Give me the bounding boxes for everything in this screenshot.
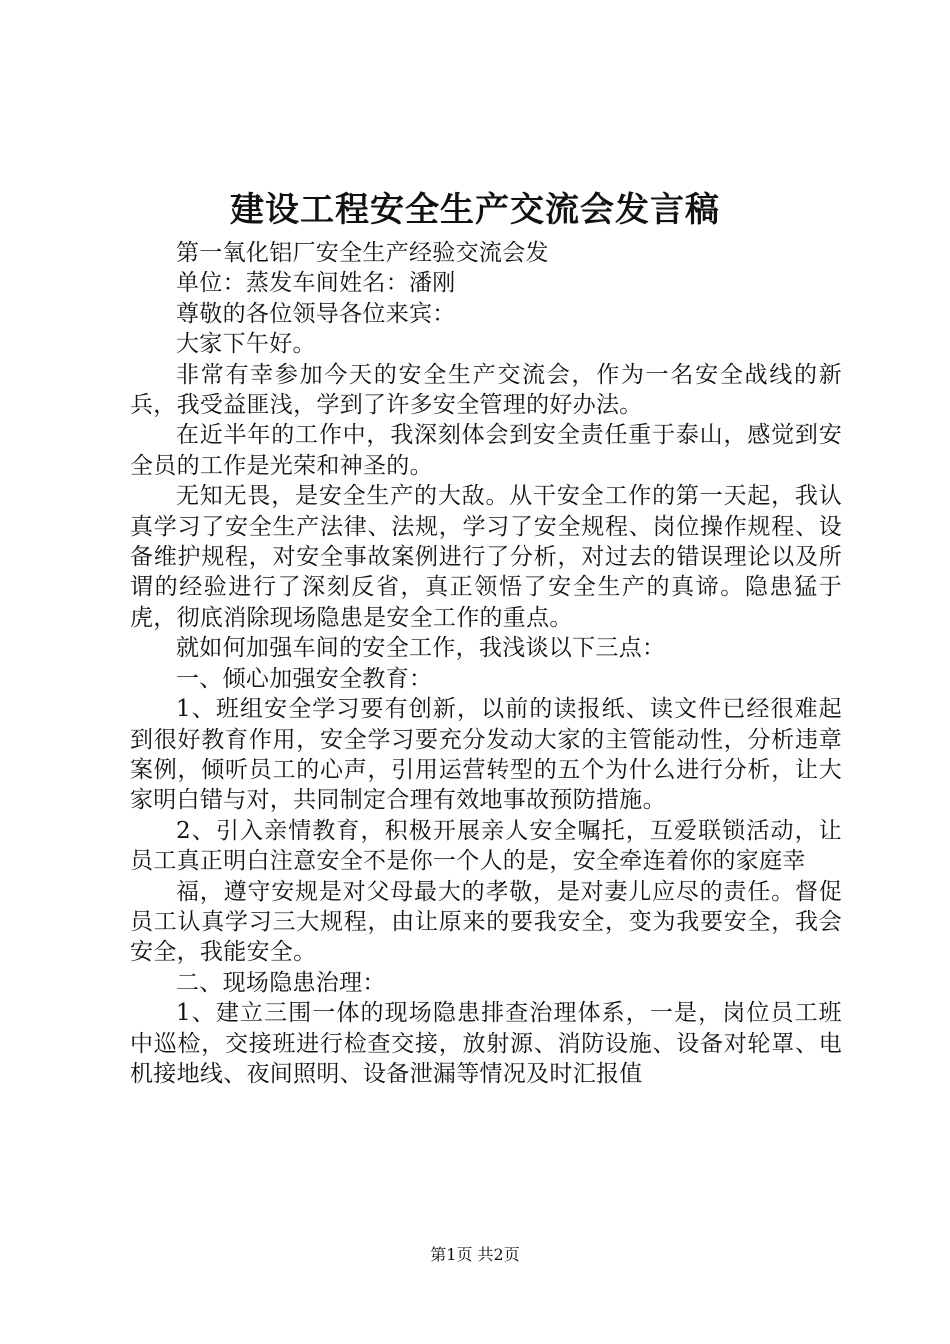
paragraph: 无知无畏，是安全生产的大敌。从干安全工作的第一天起，我认真学习了安全生产法律、法规，学习了安全规程、岗位操作规程、设备维护规程，对安全事故案例进行了分析，对过去的错误理论以及所谓的经验进行了深刻反省，真正领悟了安全生产的真谛。隐患猛于虎，彻底消除现场隐患是安全工作的重点。 <box>130 483 842 631</box>
paragraph: 1、班组安全学习要有创新，以前的读报纸、读文件已经很难起到很好教育作用，安全学习要充分发动大家的主管能动性，分析违章案例，倾听员工的心声，引用运营转型的五个为什么进行分析，让大家明白错与对，共同制定合理有效地事故预防措施。 <box>130 696 842 814</box>
paragraph: 大家下午好。 <box>176 331 316 358</box>
document-body <box>130 238 842 1089</box>
paragraph: 2、引入亲情教育，积极开展亲人安全嘱托，互爱联锁活动，让员工真正明白注意安全不是你一个人的是，安全牵连着你的家庭幸 <box>130 817 842 875</box>
paragraph: 就如何加强车间的安全工作，我浅谈以下三点： <box>176 635 666 662</box>
paragraph: 尊敬的各位领导各位来宾： <box>176 300 456 327</box>
paragraph: 二、现场隐患治理： <box>176 969 386 996</box>
paragraph: 在近半年的工作中，我深刻体会到安全责任重于泰山，感觉到安全员的工作是光荣和神圣的。 <box>130 422 842 479</box>
paragraph: 一、倾心加强安全教育： <box>176 665 433 692</box>
paragraph: 单位：蒸发车间姓名：潘刚 <box>176 270 456 297</box>
paragraph: 福，遵守安规是对父母最大的孝敬，是对妻儿应尽的责任。督促员工认真学习三大规程，由让原来的要我安全，变为我要安全，我会安全，我能安全。 <box>130 878 842 966</box>
paragraph: 1、建立三围一体的现场隐患排查治理体系，一是，岗位员工班中巡检，交接班进行检查交接，放射源、消防设施、设备对轮罩、电机接地线、夜间照明、设备泄漏等情况及时汇报值 <box>130 1000 842 1087</box>
paragraph: 第一氧化铝厂安全生产经验交流会发 <box>176 240 549 266</box>
paragraph: 非常有幸参加今天的安全生产交流会，作为一名安全战线的新兵，我受益匪浅，学到了许多安全管理的好办法。 <box>130 361 842 419</box>
document-title: 建设工程安全生产交流会发言稿 <box>230 190 720 230</box>
page-footer: 第1页 共2页 <box>430 1245 520 1264</box>
